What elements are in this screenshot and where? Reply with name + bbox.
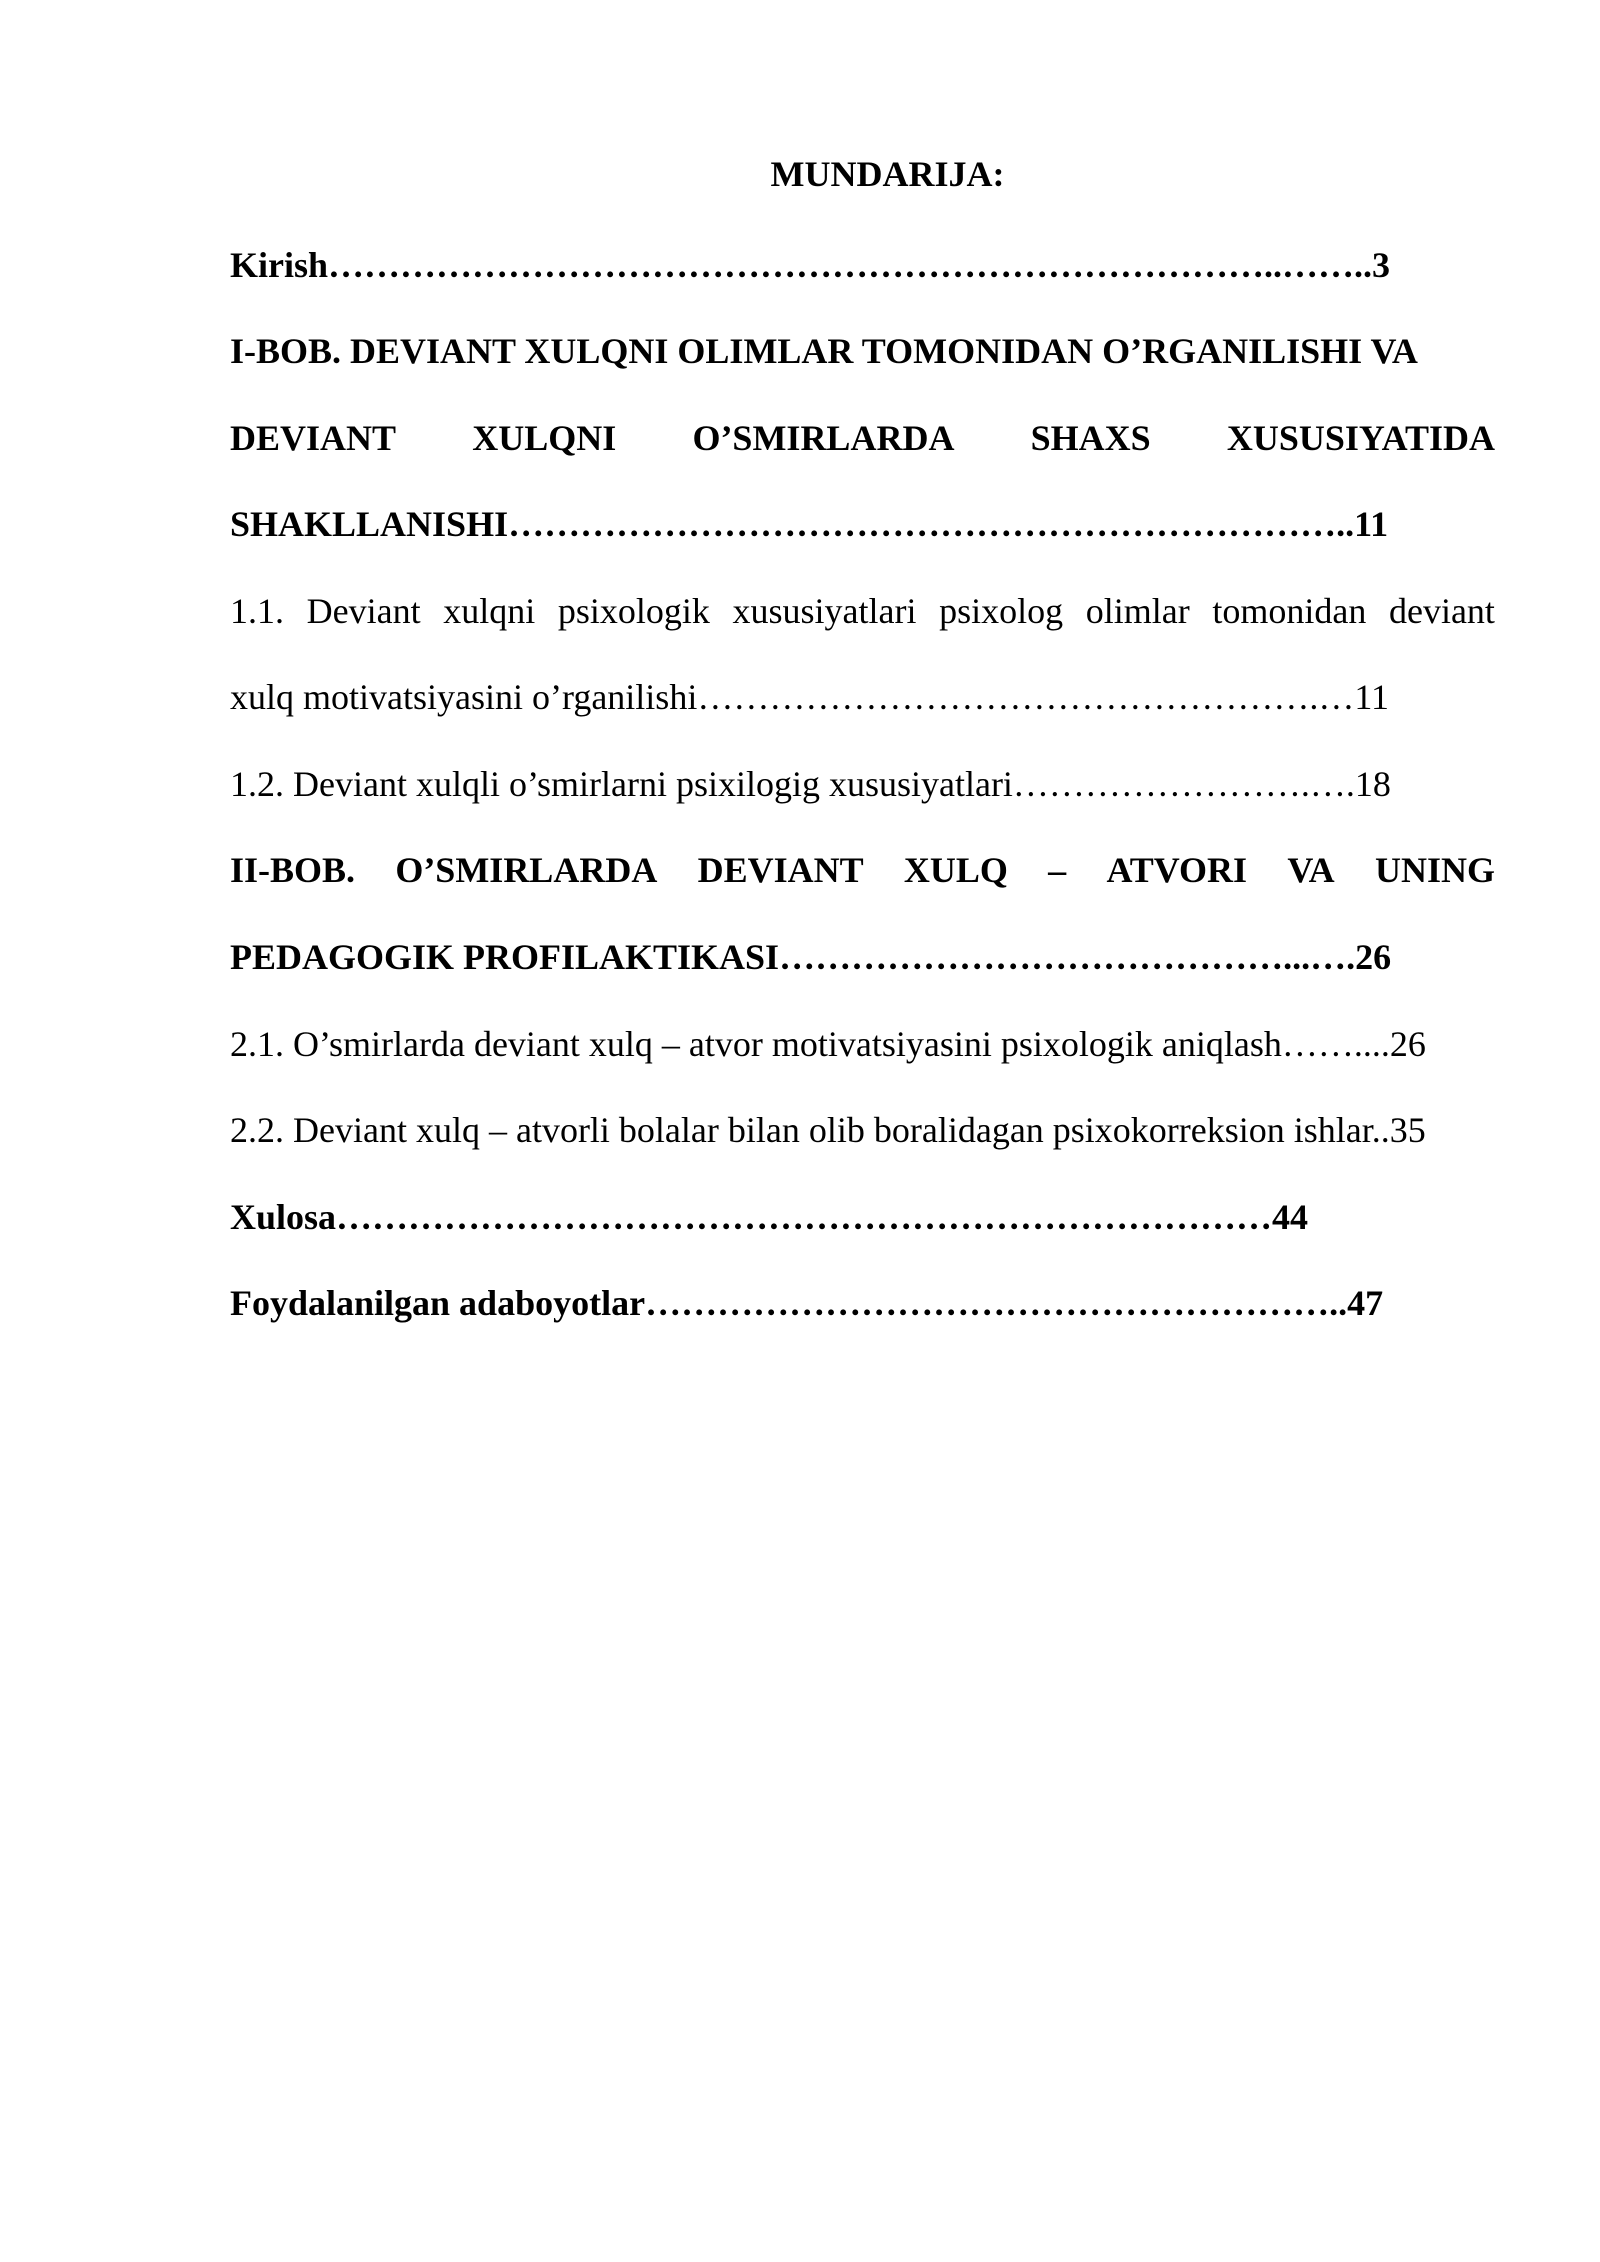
toc-word: xulqni xyxy=(443,591,536,631)
toc-entry-kirish: Kirish……………………………………………………………………..……..3 xyxy=(230,245,1391,285)
toc-word: xususiyatlari xyxy=(732,591,917,631)
toc-word: SHAXS xyxy=(1030,418,1151,458)
page-title: MUNDARIJA: xyxy=(770,154,1005,194)
toc-section-1-1-line-1 xyxy=(230,587,1495,635)
toc-word: DEVIANT xyxy=(230,418,397,458)
toc-word: olimlar xyxy=(1085,591,1190,631)
toc-chapter-1-line-1: I-BOB. DEVIANT XULQNI OLIMLAR TOMONIDAN O’RGANILISHI VA xyxy=(230,331,1418,371)
toc-chapter-2-line-2: PEDAGOGIK PROFILAKTIKASI……………………………………...….26 xyxy=(230,937,1392,977)
toc-word: O’SMIRLARDA xyxy=(692,418,955,458)
toc-word: 1.1. xyxy=(230,591,284,631)
toc-word: XULQNI xyxy=(472,418,617,458)
toc-word: deviant xyxy=(1388,591,1495,631)
toc-entry-foydalanilgan-adabiyotlar: Foydalanilgan adaboyotlar…………………………………………………..47 xyxy=(230,1283,1384,1323)
toc-chapter-2-line-1 xyxy=(230,846,1495,894)
toc-section-1-2: 1.2. Deviant xulqli o’smirlarni psixilogig xususiyatlari…………………….….18 xyxy=(230,764,1391,804)
toc-section-1-1-line-2: xulq motivatsiyasini o’rganilishi…………………………………………….…11 xyxy=(230,677,1389,717)
toc-word: – xyxy=(1048,850,1067,890)
toc-word: UNING xyxy=(1374,850,1495,890)
toc-word: II-BOB. xyxy=(230,850,356,890)
toc-word: VA xyxy=(1287,850,1335,890)
toc-chapter-1-line-2 xyxy=(230,414,1495,462)
toc-word: XULQ xyxy=(903,850,1008,890)
toc-word: DEVIANT xyxy=(697,850,864,890)
toc-word: tomonidan xyxy=(1212,591,1367,631)
toc-word: ATVORI xyxy=(1106,850,1248,890)
toc-chapter-1-line-3: SHAKLLANISHI……………………………………………………………..11 xyxy=(230,504,1389,544)
toc-word: XUSUSIYATIDA xyxy=(1226,418,1495,458)
toc-word: Deviant xyxy=(306,591,421,631)
toc-word: psixolog xyxy=(939,591,1064,631)
toc-word: O’SMIRLARDA xyxy=(395,850,658,890)
toc-section-2-2: 2.2. Deviant xulq – atvorli bolalar bilan olib boralidagan psixokorreksion ishlar..35 xyxy=(230,1110,1426,1150)
toc-word: psixologik xyxy=(557,591,710,631)
toc-section-2-1: 2.1. O’smirlarda deviant xulq – atvor motivatsiyasini psixologik aniqlash……....26 xyxy=(230,1024,1426,1064)
toc-entry-xulosa: Xulosa……………………………………………………………………44 xyxy=(230,1197,1309,1237)
